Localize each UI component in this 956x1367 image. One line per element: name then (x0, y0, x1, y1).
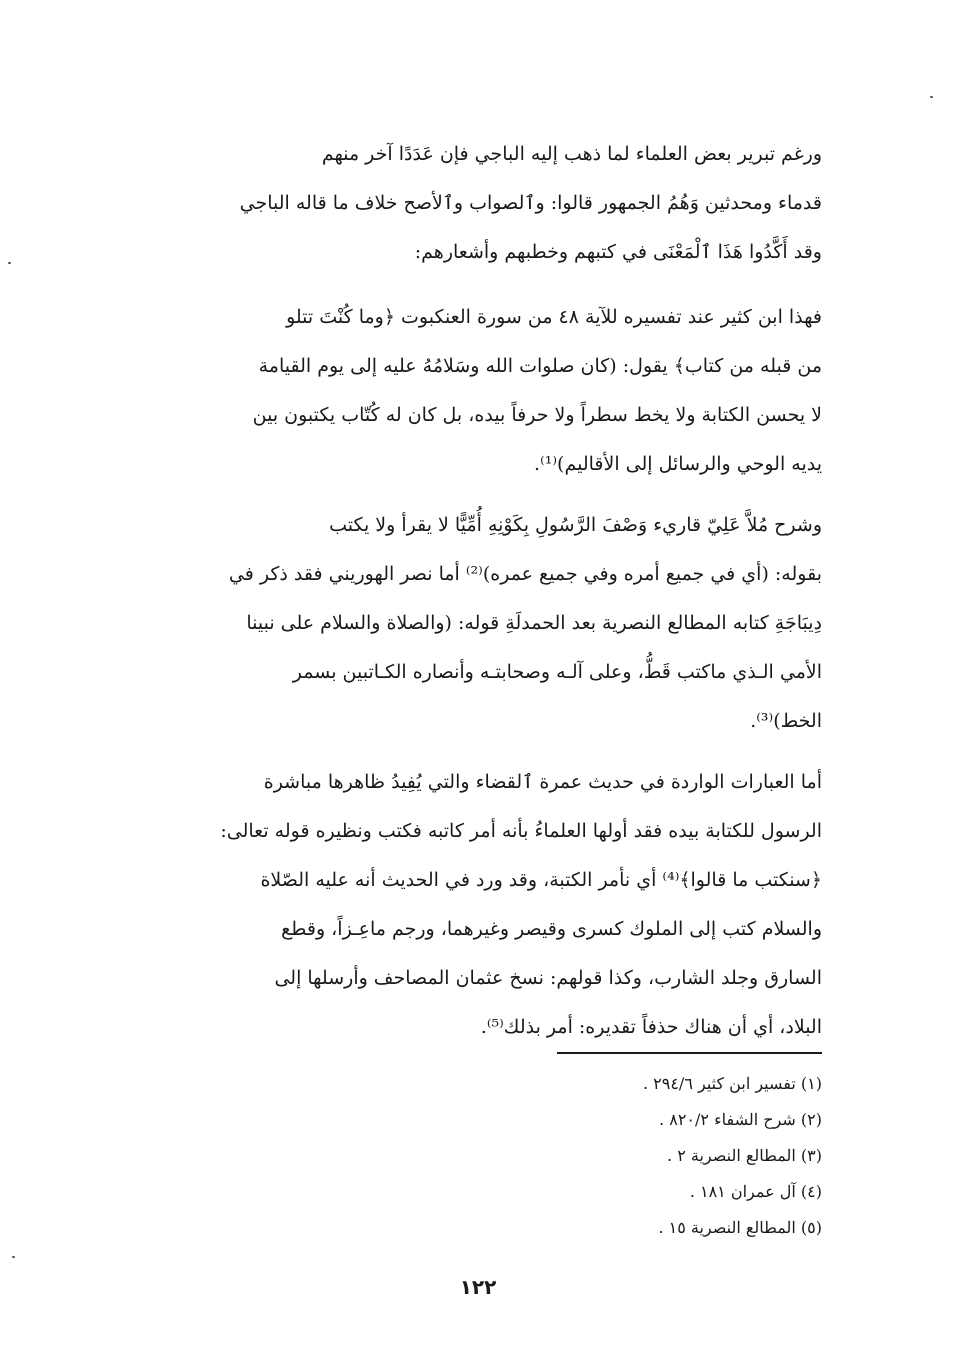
text-line: فهذا ابن كثير عند تفسيره للآية ٤٨ من سورة العنكبوت ﴿وما كُنْتَ تتلو (286, 306, 822, 328)
scan-speck (8, 262, 11, 264)
main-text (118, 130, 822, 1082)
text-line: الخط)⁽³⁾. (750, 710, 822, 732)
text-line: قدماء ومحدثين وَهُمُ الجمهور قالوا: وٱلصواب وٱلأصح خلاف ما قاله الباجي (239, 192, 822, 214)
text-line: وشرح مُلاَّ عَلِيّ قاريء وَصْفَ الرَّسُولِ بِكَوْنِهِ أُمِّيًّا لا يقرأ ولا يكتب (329, 514, 822, 536)
footnotes (500, 1066, 822, 1246)
footnote-item: (٥) المطالع النصرية ١٥ . (658, 1218, 822, 1237)
text-line: ﴿سنكتب ما قالوا﴾⁽⁴⁾ أي نأمر الكتبة، وقد ورد في الحديث أنه عليه الصّلاة (260, 869, 822, 891)
scan-speck (930, 96, 933, 98)
text-line: دِيبَاجَةِ كتابه المطالع النصرية بعد الحمدلَةِ قوله: (والصلاة والسلام على نبينا (246, 612, 822, 634)
text-line: يديه الوحي والرسائل إلى الأقاليم)⁽¹⁾. (534, 453, 822, 475)
paragraph-4 (118, 758, 822, 1052)
footnote-item: (٢) شرح الشفاء ٨٢٠/٢ . (659, 1110, 822, 1129)
text-line: ورغم تبرير بعض العلماء لما ذهب إليه الباجي فإن عَدَدًا آخر منهم (321, 143, 822, 165)
paragraph-2 (118, 293, 822, 489)
text-line: وقد أَكَّدُوا هَذَا ٱلْمَعْنَى في كتبهم وخطبهم وأشعارهم: (414, 241, 822, 263)
footnote-item: (١) تفسير ابن كثير ٢٩٤/٦ . (642, 1074, 822, 1093)
page-number: ١٢٢ (459, 1275, 497, 1299)
text-line: الرسول للكتابة بيده فقد أولها العلماءُ بأنه أمر كاتبه فكتب ونظيره قوله تعالى: (220, 820, 822, 842)
paragraph-1 (118, 130, 822, 277)
footnote-divider (557, 1052, 822, 1054)
scan-speck (12, 1256, 15, 1258)
text-line: البلاد، أي أن هناك حذفاً تقديره: أمر بذلك⁽⁵⁾. (480, 1016, 822, 1038)
paragraph-3 (118, 501, 822, 746)
footnote-item: (٤) آل عمران ١٨١ . (689, 1182, 822, 1201)
text-line: والسلام كتب إلى الملوك كسرى وقيصر وغيرهما، ورجم ماعِـزاً، وقطع (281, 918, 822, 940)
text-line: الأمي الـذي ماكتب قَطُّ، وعلى آلـه وصحابتـه وأنصاره الكـاتبين بسمر (292, 661, 822, 683)
text-line: لا يحسن الكتابة ولا يخط سطراً ولا حرفاً بيده، بل كان له كُتّاب يكتبون بين (252, 404, 822, 426)
footnote-item: (٣) المطالع النصرية ٢ . (667, 1146, 822, 1165)
text-line: من قبله من كتاب﴾ يقول: (كان صلوات الله وسَلامُهُ عليه إلى يوم القيامة (258, 355, 822, 377)
text-line: بقوله: (أي في جميع أمره وفي جميع عمره)⁽²⁾ أما نصر الهوريني فقد ذكر في (228, 563, 822, 585)
text-line: السارق وجلد الشارب، وكذا قولهم: نسخ عثمان المصاحف وأرسلها إلى (274, 967, 822, 989)
text-line: أما العبارات الواردة في حديث عمرة ٱلقضاء والتي يُفِيدُ ظاهرها مباشرة (263, 771, 822, 793)
